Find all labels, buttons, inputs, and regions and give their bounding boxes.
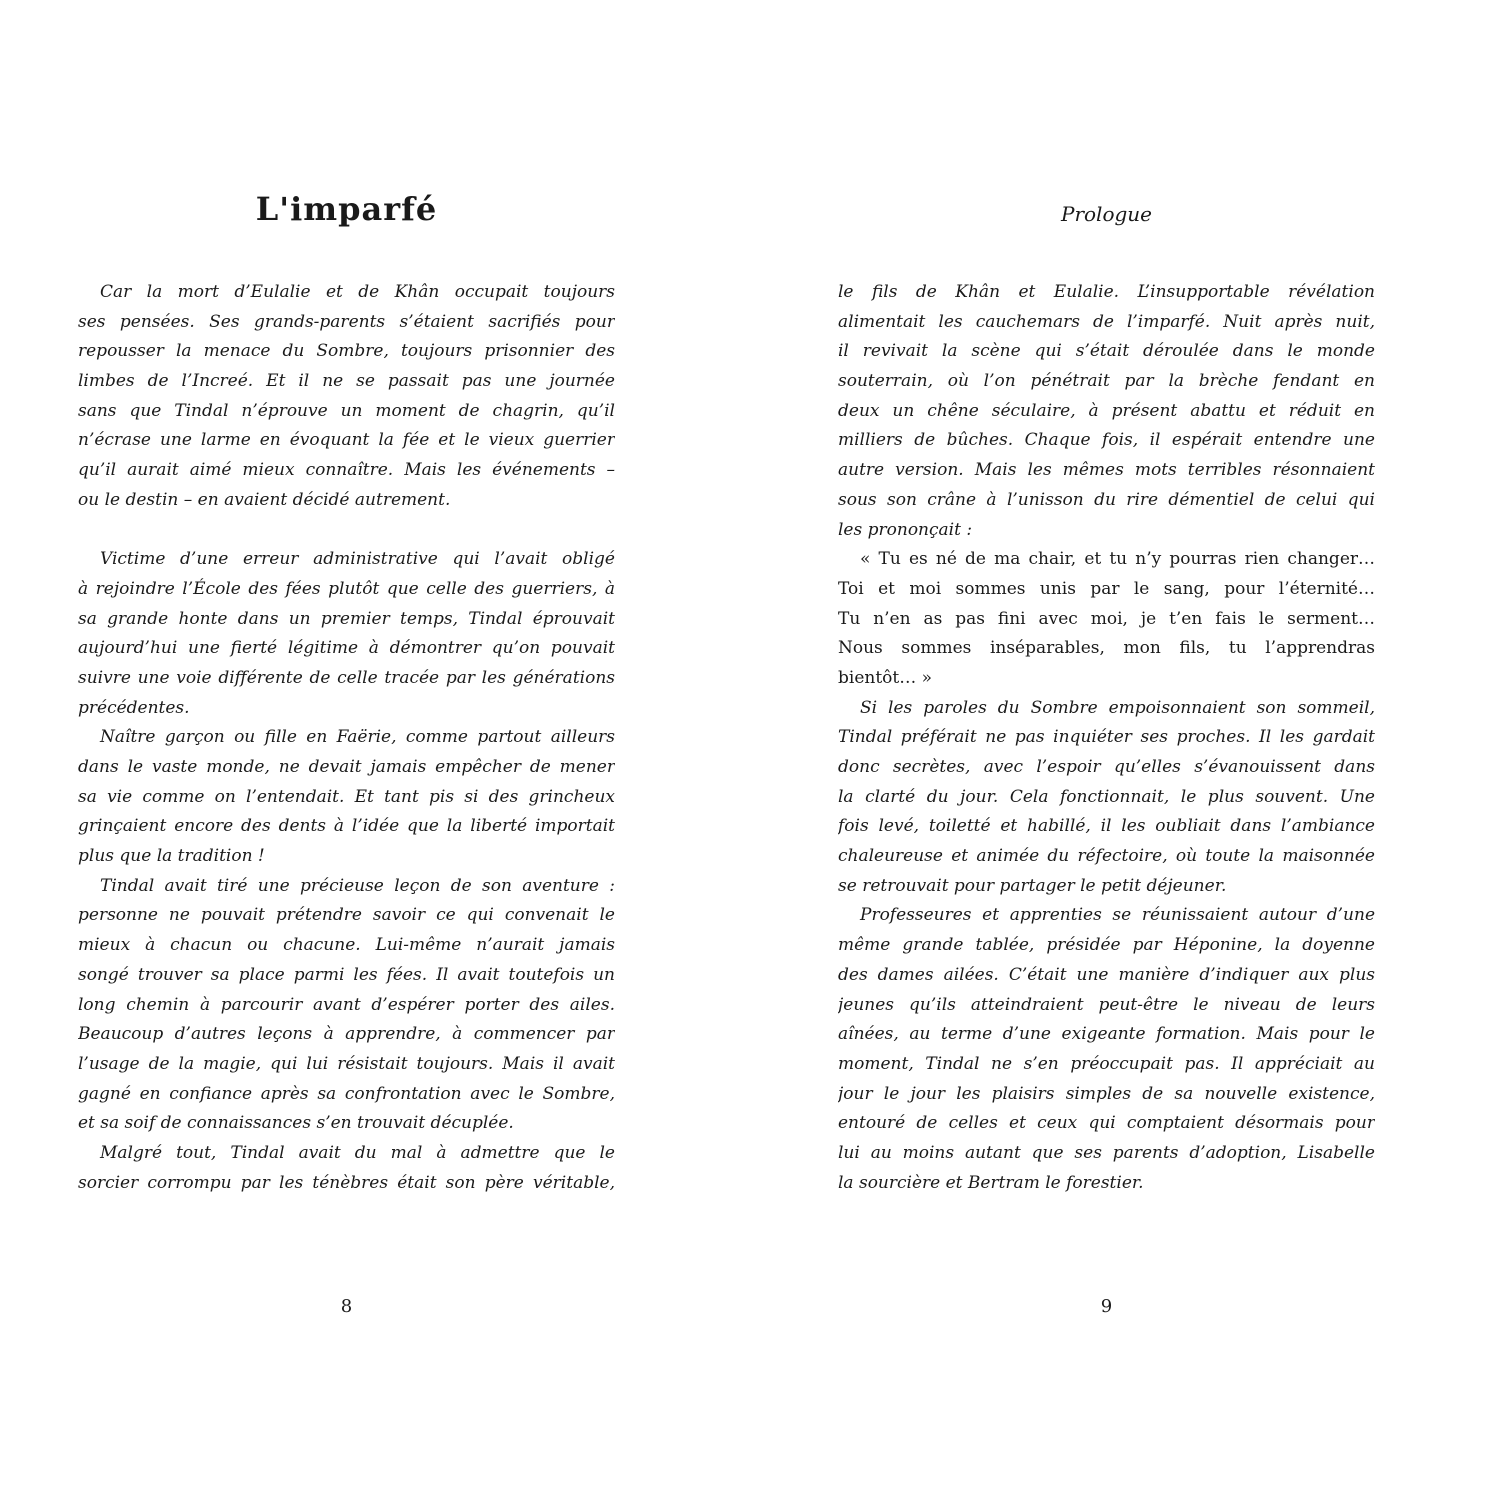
text-line: les prononçait : bbox=[838, 519, 973, 540]
right-page bbox=[838, 0, 1375, 1500]
right-page-body bbox=[838, 278, 1375, 1198]
text-line: ou le destin – en avaient décidé autrement. bbox=[78, 489, 451, 510]
text-line: souterrain, où l’on pénétrait par la brèche fendant en bbox=[838, 371, 1375, 392]
text-line: la clarté du jour. Cela fonctionnait, le plus souvent. Une bbox=[838, 786, 1375, 807]
text-line: Malgré tout, Tindal avait du mal à admettre que le bbox=[100, 1142, 615, 1163]
page-number: 8 bbox=[340, 1296, 353, 1317]
text-line: sa grande honte dans un premier temps, Tindal éprouvait bbox=[78, 608, 615, 629]
text-line: songé trouver sa place parmi les fées. Il avait toutefois un bbox=[78, 964, 615, 985]
text-line: gagné en confiance après sa confrontation avec le Sombre, bbox=[78, 1083, 615, 1104]
text-line: autre version. Mais les mêmes mots terribles résonnaient bbox=[838, 460, 1375, 481]
text-line: sorcier corrompu par les ténèbres était son père véritable, bbox=[78, 1172, 615, 1193]
text-line: n’écrase une larme en évoquant la fée et le vieux guerrier bbox=[78, 430, 615, 451]
text-line: fois levé, toiletté et habillé, il les oubliait dans l’ambiance bbox=[838, 816, 1375, 837]
left-page-body bbox=[78, 278, 615, 1198]
text-line: se retrouvait pour partager le petit déjeuner. bbox=[838, 875, 1227, 896]
running-head-section: Prologue bbox=[1060, 202, 1152, 226]
text-line: Victime d’une erreur administrative qui l’avait obligé bbox=[100, 549, 615, 570]
text-line: des dames ailées. C’était une manière d’indiquer aux plus bbox=[838, 964, 1375, 985]
text-line: chaleureuse et animée du réfectoire, où toute la maisonnée bbox=[838, 846, 1375, 867]
text-line: alimentait les cauchemars de l’imparfé. Nuit après nuit, bbox=[838, 311, 1375, 332]
text-line: Professeures et apprenties se réunissaient autour d’une bbox=[860, 905, 1375, 926]
text-line: qu’il aurait aimé mieux connaître. Mais les événements – bbox=[78, 460, 615, 481]
text-line: Beaucoup d’autres leçons à apprendre, à commencer par bbox=[78, 1024, 615, 1045]
text-line: il revivait la scène qui s’était déroulée dans le monde bbox=[838, 341, 1375, 362]
text-line: deux un chêne séculaire, à présent abattu et réduit en bbox=[838, 400, 1375, 421]
text-line: personne ne pouvait prétendre savoir ce qui convenait le bbox=[78, 905, 615, 926]
left-page bbox=[78, 0, 615, 1500]
page-number: 9 bbox=[1100, 1296, 1113, 1317]
running-head-book-title: L'imparfé bbox=[255, 190, 438, 228]
text-line: jour le jour les plaisirs simples de sa nouvelle existence, bbox=[838, 1083, 1375, 1104]
text-line: aujourd’hui une fierté légitime à démontrer qu’on pouvait bbox=[78, 638, 615, 659]
text-line: sans que Tindal n’éprouve un moment de chagrin, qu’il bbox=[78, 400, 615, 421]
text-line: sa vie comme on l’entendait. Et tant pis si des grincheux bbox=[78, 786, 615, 807]
text-line: jeunes qu’ils atteindraient peut-être le niveau de leurs bbox=[838, 994, 1375, 1015]
text-line: ses pensées. Ses grands-parents s’étaient sacrifiés pour bbox=[78, 311, 615, 332]
text-line: Naître garçon ou fille en Faërie, comme partout ailleurs bbox=[100, 727, 615, 748]
text-line: l’usage de la magie, qui lui résistait toujours. Mais il avait bbox=[78, 1053, 615, 1074]
quote-line: Toi et moi sommes unis par le sang, pour l’éternité… bbox=[838, 578, 1375, 599]
text-line: donc secrètes, avec l’espoir qu’elles s’évanouissent dans bbox=[838, 757, 1375, 777]
text-line: même grande tablée, présidée par Héponine, la doyenne bbox=[838, 935, 1375, 956]
text-line: repousser la menace du Sombre, toujours prisonnier des bbox=[78, 341, 615, 362]
text-line: moment, Tindal ne s’en préoccupait pas. Il appréciait au bbox=[838, 1053, 1375, 1074]
text-line: et sa soif de connaissances s’en trouvait décuplée. bbox=[78, 1113, 514, 1134]
text-line: Si les paroles du Sombre empoisonnaient son sommeil, bbox=[860, 697, 1375, 718]
text-line: lui au moins autant que ses parents d’adoption, Lisabelle bbox=[838, 1142, 1375, 1163]
text-line: précédentes. bbox=[78, 697, 190, 718]
text-line: entouré de celles et ceux qui comptaient désormais pour bbox=[838, 1113, 1375, 1134]
text-line: la sourcière et Bertram le forestier. bbox=[838, 1172, 1144, 1193]
text-line: Tindal avait tiré une précieuse leçon de son aventure : bbox=[100, 875, 615, 896]
text-line: le fils de Khân et Eulalie. L’insupportable révélation bbox=[838, 282, 1375, 302]
text-line: mieux à chacun ou chacune. Lui-même n’aurait jamais bbox=[78, 935, 615, 956]
text-line: aînées, au terme d’une exigeante formation. Mais pour le bbox=[838, 1024, 1375, 1045]
text-line: limbes de l’Increé. Et il ne se passait pas une journée bbox=[78, 371, 615, 392]
text-line: long chemin à parcourir avant d’espérer porter des ailes. bbox=[78, 994, 615, 1015]
text-line: Tindal préférait ne pas inquiéter ses proches. Il les gardait bbox=[838, 727, 1375, 748]
text-line: Car la mort d’Eulalie et de Khân occupait toujours bbox=[100, 282, 615, 302]
text-line: plus que la tradition ! bbox=[78, 846, 265, 867]
text-line: suivre une voie différente de celle tracée par les générations bbox=[78, 667, 615, 688]
text-line: dans le vaste monde, ne devait jamais empêcher de mener bbox=[78, 757, 615, 777]
quote-line: « Tu es né de ma chair, et tu n’y pourras rien changer… bbox=[860, 549, 1375, 570]
quote-line: Tu n’en as pas fini avec moi, je t’en fais le serment… bbox=[838, 608, 1375, 629]
quote-line: Nous sommes inséparables, mon fils, tu l’apprendras bbox=[838, 638, 1375, 659]
text-line: sous son crâne à l’unisson du rire démentiel de celui qui bbox=[838, 489, 1375, 510]
quote-line: bientôt… » bbox=[838, 667, 933, 688]
text-line: à rejoindre l’École des fées plutôt que celle des guerriers, à bbox=[78, 578, 615, 599]
text-line: milliers de bûches. Chaque fois, il espérait entendre une bbox=[838, 430, 1375, 451]
text-line: grinçaient encore des dents à l’idée que la liberté importait bbox=[78, 816, 615, 837]
